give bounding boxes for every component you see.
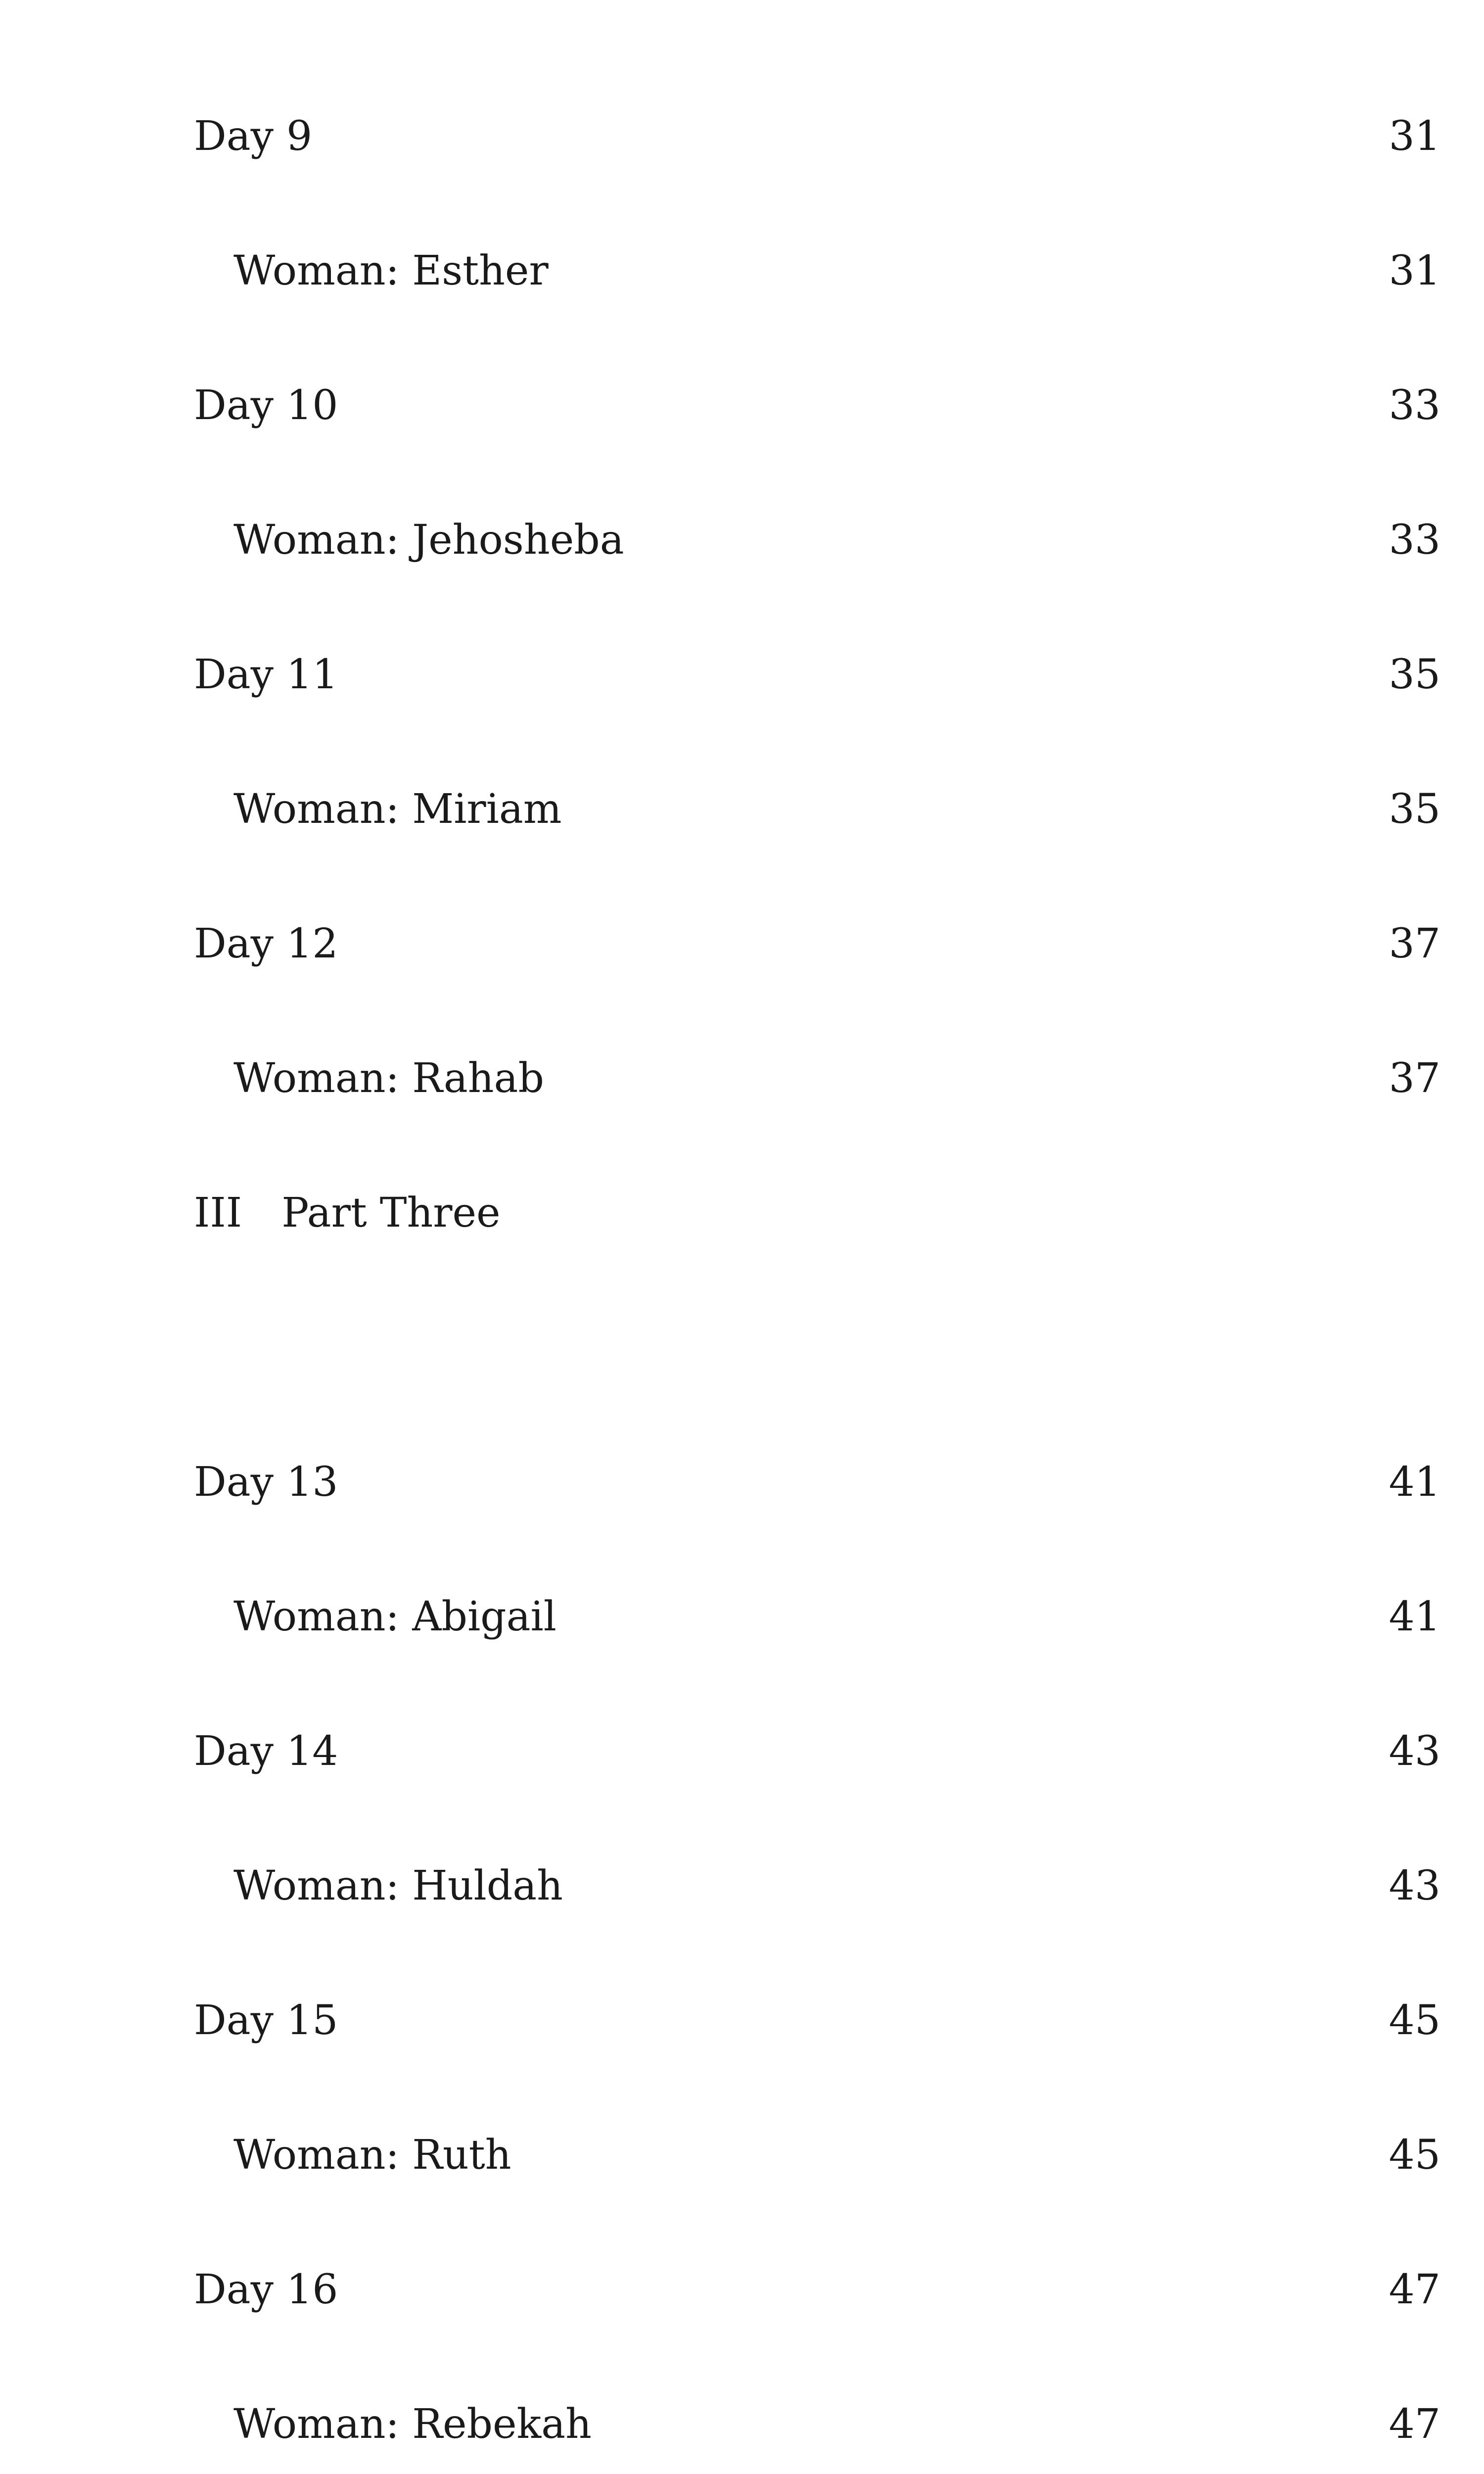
toc-entry-title: Day 9 (194, 113, 313, 160)
toc-entry-page: 41 (1389, 1459, 1440, 1506)
toc-entry-title: Woman: Miriam (233, 786, 562, 833)
section-spacer (194, 1281, 1440, 1415)
toc-entry-day-12[interactable] (194, 877, 1440, 1011)
toc-entry-title: Day 14 (194, 1728, 338, 1775)
toc-entry-page: 35 (1389, 786, 1440, 833)
toc-entry-page: 31 (1389, 113, 1440, 160)
toc-entry-woman-rebekah[interactable] (194, 2357, 1440, 2474)
part-title: Part Three (281, 1189, 501, 1237)
toc-entry-title: Woman: Huldah (233, 1862, 563, 1909)
toc-entry-page: 33 (1389, 382, 1440, 429)
toc-entry-title: Woman: Abigail (233, 1593, 556, 1640)
toc-entry-woman-miriam[interactable] (194, 742, 1440, 877)
toc-entry-day-10[interactable] (194, 338, 1440, 473)
toc-entry-day-11[interactable] (194, 608, 1440, 742)
toc-entry-woman-jehosheba[interactable] (194, 473, 1440, 608)
toc-entry-day-15[interactable] (194, 1953, 1440, 2088)
toc-entry-title: Woman: Rebekah (233, 2401, 592, 2448)
toc-entry-title: Woman: Esther (233, 247, 549, 294)
toc-entry-title: Day 13 (194, 1459, 338, 1506)
toc-entry-day-13[interactable] (194, 1415, 1440, 1550)
toc-entry-page: 35 (1389, 651, 1440, 698)
toc-entry-title: Day 11 (194, 651, 338, 698)
toc-entry-page: 47 (1389, 2266, 1440, 2313)
toc-entry-woman-huldah[interactable] (194, 1819, 1440, 1953)
toc-entry-woman-ruth[interactable] (194, 2088, 1440, 2223)
toc-entry-page: 37 (1389, 920, 1440, 967)
toc-entry-page: 31 (1389, 247, 1440, 294)
toc-entry-woman-esther[interactable] (194, 204, 1440, 338)
toc-entry-woman-abigail[interactable] (194, 1550, 1440, 1684)
toc-entry-page: 45 (1389, 2132, 1440, 2179)
toc-entry-page: 45 (1389, 1997, 1440, 2044)
toc-entry-title: Day 10 (194, 382, 338, 429)
toc-entry-title: Day 16 (194, 2266, 338, 2313)
toc-entry-title: Woman: Jehosheba (233, 517, 624, 564)
toc-entry-woman-rahab[interactable] (194, 1011, 1440, 1146)
toc-entry-title: Woman: Ruth (233, 2132, 511, 2179)
toc-entry-page: 41 (1389, 1593, 1440, 1640)
toc-entry-title: Day 12 (194, 920, 338, 967)
toc-entry-day-9[interactable] (194, 69, 1440, 204)
toc-entry-page: 47 (1389, 2401, 1440, 2448)
toc-entry-day-14[interactable] (194, 1684, 1440, 1819)
toc-entry-title: Day 15 (194, 1997, 338, 2044)
toc-entry-page: 37 (1389, 1055, 1440, 1102)
toc-entry-page: 33 (1389, 517, 1440, 564)
toc-entry-day-16[interactable] (194, 2223, 1440, 2357)
toc-entry-title: Woman: Rahab (233, 1055, 544, 1102)
part-numeral: III (194, 1189, 242, 1237)
toc-entry-page: 43 (1389, 1862, 1440, 1909)
table-of-contents (194, 69, 1440, 2474)
part-three-heading[interactable] (194, 1146, 1440, 1281)
toc-entry-page: 43 (1389, 1728, 1440, 1775)
